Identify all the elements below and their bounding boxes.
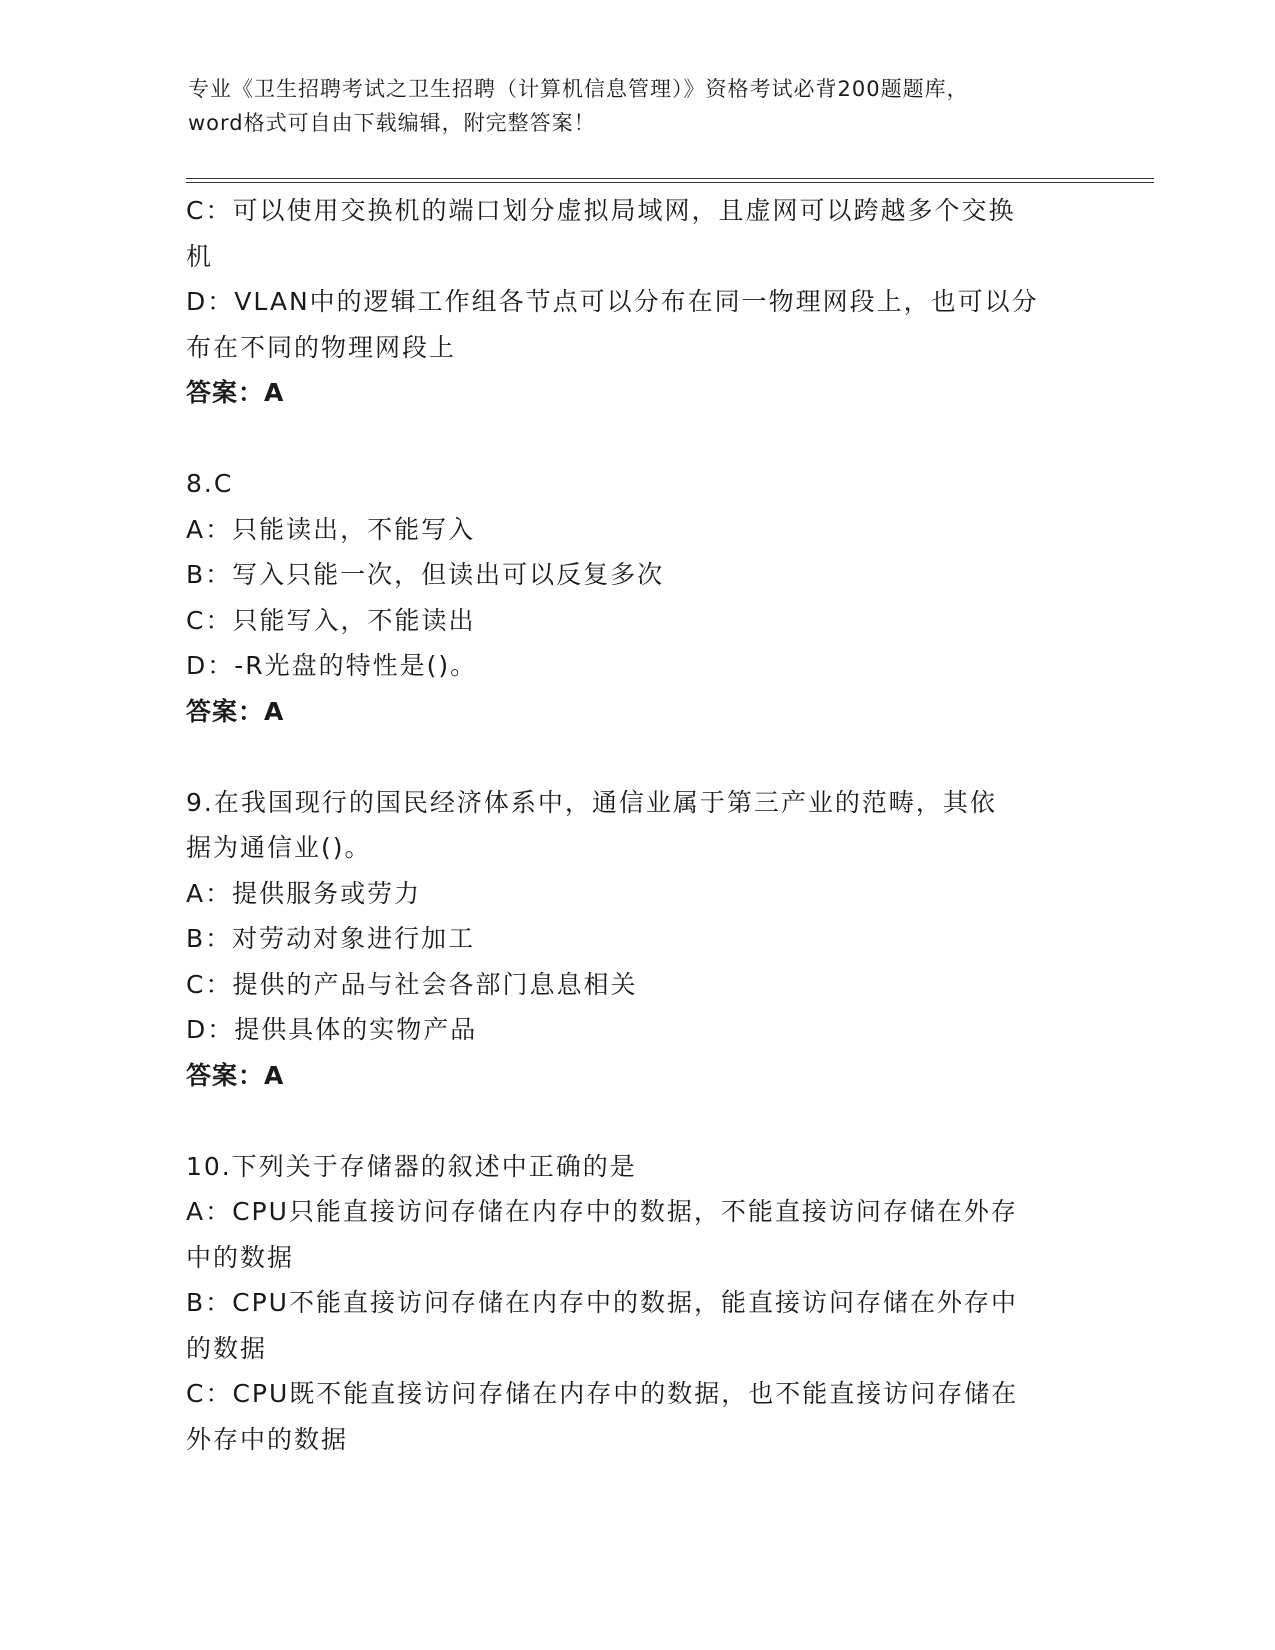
page-header — [188, 72, 1088, 140]
option-a: A：CPU只能直接访问存储在内存中的数据，不能直接访问存储在外存 — [186, 1197, 1018, 1226]
question-8 — [186, 461, 1086, 734]
option-c: C：提供的产品与社会各部门息息相关 — [186, 969, 638, 999]
option-a-cont: 中的数据 — [186, 1242, 295, 1272]
option-c: C：CPU既不能直接访问存储在内存中的数据，也不能直接访问存储在 — [186, 1379, 1019, 1408]
option-b-cont: 的数据 — [186, 1333, 268, 1363]
header-title-line-1: 专业《卫生招聘考试之卫生招聘（计算机信息管理）》资格考试必背200题题库， — [188, 77, 969, 101]
question-10 — [186, 1144, 1086, 1463]
option-c-cont: 外存中的数据 — [186, 1424, 349, 1454]
answer: 答案：A — [186, 1060, 285, 1090]
question-7-tail — [186, 188, 1086, 416]
option-a: A：只能读出，不能写入 — [186, 514, 476, 544]
question-stem: 8.C — [186, 469, 234, 498]
spacer — [186, 416, 1086, 462]
option-b: B：对劳动对象进行加工 — [186, 924, 476, 953]
answer: 答案：A — [186, 696, 285, 726]
answer: 答案：A — [186, 378, 285, 407]
option-d-cont: 布在不同的物理网段上 — [186, 332, 457, 362]
option-c-cont: 机 — [186, 241, 214, 271]
option-a: A：提供服务或劳力 — [186, 878, 422, 908]
question-list — [186, 188, 1086, 1462]
option-b: B：CPU不能直接访问存储在内存中的数据，能直接访问存储在外存中 — [186, 1288, 1018, 1317]
option-d: D：提供具体的实物产品 — [186, 1015, 478, 1044]
spacer — [186, 734, 1086, 780]
question-stem-cont: 据为通信业()。 — [186, 833, 372, 862]
question-stem: 9.在我国现行的国民经济体系中，通信业属于第三产业的范畴，其依 — [186, 787, 997, 817]
question-stem: 10.下列关于存储器的叙述中正确的是 — [186, 1151, 637, 1181]
header-title-line-2: word格式可自由下载编辑，附完整答案！ — [188, 111, 596, 135]
option-b: B：写入只能一次，但读出可以反复多次 — [186, 560, 665, 589]
option-c: C：只能写入，不能读出 — [186, 605, 476, 635]
option-c: C：可以使用交换机的端口划分虚拟局域网，且虚网可以跨越多个交换 — [186, 196, 1016, 225]
header-divider — [186, 178, 1154, 183]
spacer — [186, 1098, 1086, 1144]
question-9 — [186, 780, 1086, 1099]
option-d: D：-R光盘的特性是()。 — [186, 651, 478, 680]
option-d: D：VLAN中的逻辑工作组各节点可以分布在同一物理网段上，也可以分 — [186, 287, 1039, 316]
